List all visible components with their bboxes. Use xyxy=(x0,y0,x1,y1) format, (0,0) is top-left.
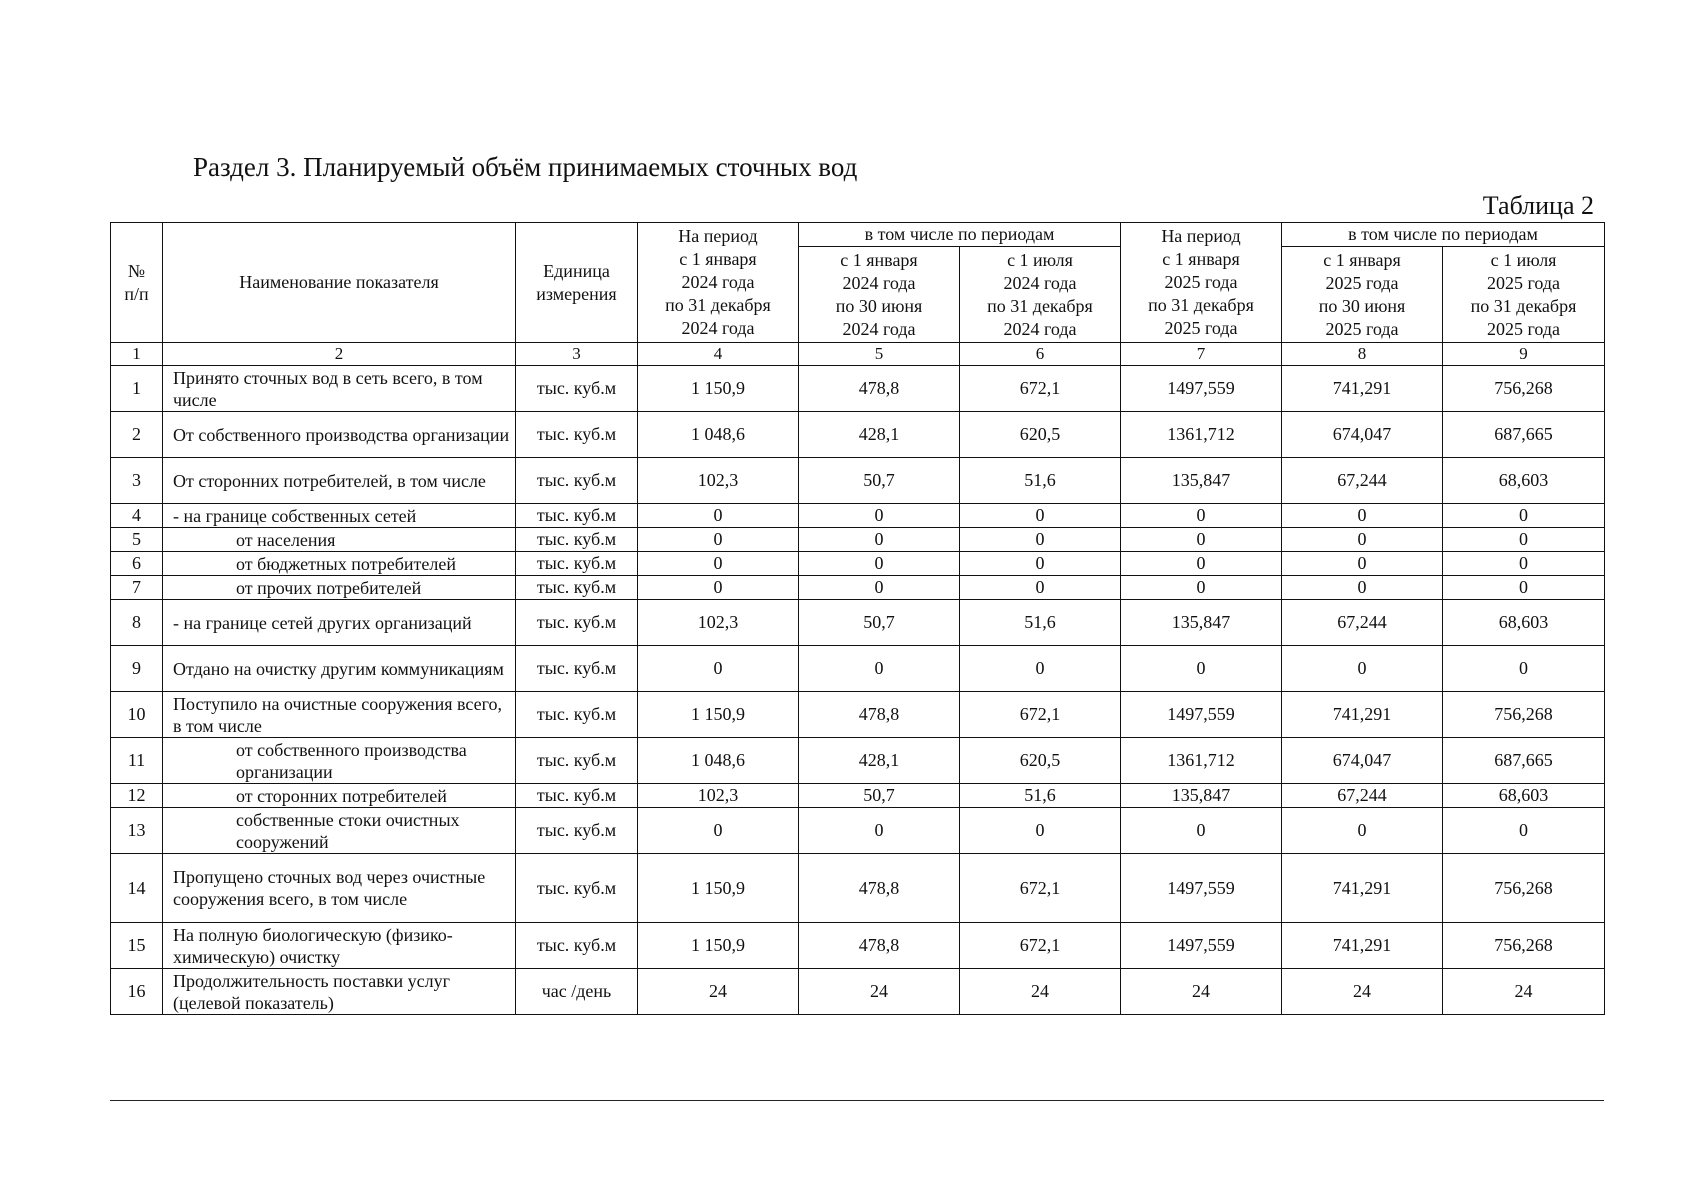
row-unit: тыс. куб.м xyxy=(516,600,638,646)
column-number: 6 xyxy=(960,343,1121,366)
row-unit: тыс. куб.м xyxy=(516,923,638,969)
table-row xyxy=(111,923,1605,969)
row-value: 0 xyxy=(960,576,1121,600)
row-num: 3 xyxy=(111,458,163,504)
row-name: На полную биологическую (физико-химическую) очистку xyxy=(163,923,516,969)
row-value: 741,291 xyxy=(1282,854,1443,923)
row-num: 8 xyxy=(111,600,163,646)
row-value: 0 xyxy=(638,646,799,692)
row-value: 0 xyxy=(799,504,960,528)
column-number: 5 xyxy=(799,343,960,366)
row-num: 11 xyxy=(111,738,163,784)
row-value: 67,244 xyxy=(1282,784,1443,808)
row-value: 0 xyxy=(638,504,799,528)
row-value: 135,847 xyxy=(1121,784,1282,808)
header-num xyxy=(111,223,163,343)
row-value: 428,1 xyxy=(799,412,960,458)
row-unit: тыс. куб.м xyxy=(516,576,638,600)
header-period-2024 xyxy=(638,223,799,343)
row-value: 0 xyxy=(1121,576,1282,600)
row-value: 1361,712 xyxy=(1121,412,1282,458)
row-value: 0 xyxy=(1443,576,1605,600)
row-name: от сторонних потребителей xyxy=(163,784,516,808)
row-name: от прочих потребителей xyxy=(163,576,516,600)
header-unit xyxy=(516,223,638,343)
table-row xyxy=(111,784,1605,808)
row-value: 0 xyxy=(799,646,960,692)
row-unit: тыс. куб.м xyxy=(516,412,638,458)
row-value: 67,244 xyxy=(1282,458,1443,504)
row-num: 2 xyxy=(111,412,163,458)
header-name xyxy=(163,223,516,343)
row-value: 1497,559 xyxy=(1121,366,1282,412)
row-value: 24 xyxy=(1121,969,1282,1015)
header-row-1 xyxy=(111,223,1605,247)
row-name: собственные стоки очистных сооружений xyxy=(163,808,516,854)
row-value: 102,3 xyxy=(638,458,799,504)
row-unit: тыс. куб.м xyxy=(516,784,638,808)
row-value: 0 xyxy=(1121,504,1282,528)
row-value: 741,291 xyxy=(1282,923,1443,969)
row-value: 741,291 xyxy=(1282,692,1443,738)
header-period-2024-text: На период с 1 января 2024 года по 31 декабря 2024 года xyxy=(665,226,771,338)
row-value: 50,7 xyxy=(799,600,960,646)
row-value: 51,6 xyxy=(960,458,1121,504)
row-value: 24 xyxy=(960,969,1121,1015)
row-value: 1497,559 xyxy=(1121,854,1282,923)
header-h2-2025-text: с 1 июля 2025 года по 31 декабря 2025 года xyxy=(1470,249,1577,339)
row-unit: тыс. куб.м xyxy=(516,646,638,692)
row-num: 1 xyxy=(111,366,163,412)
column-numbers-row xyxy=(111,343,1605,366)
row-value: 0 xyxy=(960,504,1121,528)
row-value: 1 150,9 xyxy=(638,923,799,969)
table-row xyxy=(111,646,1605,692)
row-value: 68,603 xyxy=(1443,784,1605,808)
row-value: 1 150,9 xyxy=(638,366,799,412)
table-row xyxy=(111,692,1605,738)
row-name: Принято сточных вод в сеть всего, в том числе xyxy=(163,366,516,412)
row-value: 51,6 xyxy=(960,784,1121,808)
row-value: 0 xyxy=(1121,808,1282,854)
table-row xyxy=(111,576,1605,600)
row-value: 1361,712 xyxy=(1121,738,1282,784)
row-unit: тыс. куб.м xyxy=(516,504,638,528)
table-row xyxy=(111,458,1605,504)
row-value: 756,268 xyxy=(1443,692,1605,738)
row-value: 135,847 xyxy=(1121,458,1282,504)
row-value: 68,603 xyxy=(1443,458,1605,504)
table-row xyxy=(111,504,1605,528)
header-h1-2024-text: с 1 января 2024 года по 30 июня 2024 года xyxy=(835,249,923,339)
row-num: 9 xyxy=(111,646,163,692)
table-row xyxy=(111,808,1605,854)
row-value: 0 xyxy=(799,576,960,600)
row-value: 0 xyxy=(1282,528,1443,552)
row-value: 0 xyxy=(1282,504,1443,528)
row-name: Поступило на очистные сооружения всего, в том числе xyxy=(163,692,516,738)
row-value: 0 xyxy=(1443,552,1605,576)
header-h2-2024-text: с 1 июля 2024 года по 31 декабря 2024 года xyxy=(987,249,1093,339)
header-subgroup-2024-text: в том числе по периодам xyxy=(864,224,1055,244)
row-value: 1497,559 xyxy=(1121,923,1282,969)
header-name-text: Наименование показателя xyxy=(239,272,439,292)
row-value: 1497,559 xyxy=(1121,692,1282,738)
column-number: 8 xyxy=(1282,343,1443,366)
row-value: 620,5 xyxy=(960,738,1121,784)
row-value: 51,6 xyxy=(960,600,1121,646)
row-value: 135,847 xyxy=(1121,600,1282,646)
row-value: 0 xyxy=(1443,646,1605,692)
row-value: 672,1 xyxy=(960,366,1121,412)
row-unit: тыс. куб.м xyxy=(516,528,638,552)
row-name: - на границе собственных сетей xyxy=(163,504,516,528)
row-name: - на границе сетей других организаций xyxy=(163,600,516,646)
header-num-text: № п/п xyxy=(124,260,149,304)
table-row xyxy=(111,600,1605,646)
row-value: 67,244 xyxy=(1282,600,1443,646)
row-name: от бюджетных потребителей xyxy=(163,552,516,576)
row-value: 478,8 xyxy=(799,923,960,969)
row-num: 7 xyxy=(111,576,163,600)
row-num: 4 xyxy=(111,504,163,528)
row-value: 24 xyxy=(638,969,799,1015)
column-number: 9 xyxy=(1443,343,1605,366)
header-subgroup-2025 xyxy=(1282,223,1605,247)
row-name: Продолжительность поставки услуг (целевой показатель) xyxy=(163,969,516,1015)
row-value: 478,8 xyxy=(799,854,960,923)
row-value: 756,268 xyxy=(1443,366,1605,412)
row-value: 0 xyxy=(1282,808,1443,854)
row-value: 0 xyxy=(1121,646,1282,692)
row-value: 672,1 xyxy=(960,923,1121,969)
row-value: 68,603 xyxy=(1443,600,1605,646)
row-value: 0 xyxy=(960,808,1121,854)
header-h1-2025-text: с 1 января 2025 года по 30 июня 2025 года xyxy=(1318,249,1406,339)
row-value: 0 xyxy=(799,552,960,576)
table-row xyxy=(111,552,1605,576)
row-unit: тыс. куб.м xyxy=(516,854,638,923)
row-name: от собственного производства организации xyxy=(163,738,516,784)
header-h1-2024 xyxy=(799,247,960,343)
column-number: 3 xyxy=(516,343,638,366)
table-row xyxy=(111,738,1605,784)
row-value: 428,1 xyxy=(799,738,960,784)
row-unit: тыс. куб.м xyxy=(516,808,638,854)
table-row xyxy=(111,854,1605,923)
header-h2-2024 xyxy=(960,247,1121,343)
row-name: Отдано на очистку другим коммуникациям xyxy=(163,646,516,692)
row-value: 478,8 xyxy=(799,366,960,412)
row-value: 0 xyxy=(1443,528,1605,552)
row-value: 0 xyxy=(638,528,799,552)
row-value: 0 xyxy=(960,528,1121,552)
row-num: 13 xyxy=(111,808,163,854)
row-value: 24 xyxy=(799,969,960,1015)
row-unit: тыс. куб.м xyxy=(516,458,638,504)
column-number: 1 xyxy=(111,343,163,366)
row-value: 0 xyxy=(1443,504,1605,528)
header-h1-2025 xyxy=(1282,247,1443,343)
header-unit-text: Единица измерения xyxy=(536,260,617,304)
row-value: 687,665 xyxy=(1443,412,1605,458)
header-period-2025-text: На период с 1 января 2025 года по 31 декабря 2025 года xyxy=(1148,226,1254,338)
table-row xyxy=(111,412,1605,458)
row-num: 12 xyxy=(111,784,163,808)
row-name: От собственного производства организации xyxy=(163,412,516,458)
row-value: 1 048,6 xyxy=(638,412,799,458)
row-value: 50,7 xyxy=(799,458,960,504)
row-value: 478,8 xyxy=(799,692,960,738)
column-number: 4 xyxy=(638,343,799,366)
header-period-2025 xyxy=(1121,223,1282,343)
row-value: 0 xyxy=(638,576,799,600)
row-value: 620,5 xyxy=(960,412,1121,458)
row-value: 0 xyxy=(799,528,960,552)
row-value: 1 048,6 xyxy=(638,738,799,784)
row-value: 674,047 xyxy=(1282,738,1443,784)
column-number: 7 xyxy=(1121,343,1282,366)
row-unit: тыс. куб.м xyxy=(516,366,638,412)
row-value: 674,047 xyxy=(1282,412,1443,458)
table-row xyxy=(111,969,1605,1015)
row-value: 672,1 xyxy=(960,854,1121,923)
row-value: 0 xyxy=(638,808,799,854)
row-num: 14 xyxy=(111,854,163,923)
row-value: 0 xyxy=(1443,808,1605,854)
row-num: 15 xyxy=(111,923,163,969)
row-value: 0 xyxy=(1282,646,1443,692)
row-unit: тыс. куб.м xyxy=(516,692,638,738)
row-value: 756,268 xyxy=(1443,854,1605,923)
row-unit: тыс. куб.м xyxy=(516,552,638,576)
section-title: Раздел 3. Планируемый объём принимаемых сточных вод xyxy=(193,152,858,182)
row-value: 0 xyxy=(1282,552,1443,576)
row-value: 102,3 xyxy=(638,600,799,646)
table-row xyxy=(111,366,1605,412)
row-value: 756,268 xyxy=(1443,923,1605,969)
row-num: 6 xyxy=(111,552,163,576)
row-num: 10 xyxy=(111,692,163,738)
row-name: Пропущено сточных вод через очистные сооружения всего, в том числе xyxy=(163,854,516,923)
row-value: 0 xyxy=(960,646,1121,692)
row-value: 0 xyxy=(638,552,799,576)
row-value: 672,1 xyxy=(960,692,1121,738)
header-subgroup-2025-text: в том числе по периодам xyxy=(1348,224,1538,244)
row-name: от населения xyxy=(163,528,516,552)
header-subgroup-2024 xyxy=(799,223,1121,247)
footer-divider xyxy=(110,1100,1604,1101)
header-h2-2025 xyxy=(1443,247,1605,343)
row-value: 24 xyxy=(1282,969,1443,1015)
row-value: 0 xyxy=(1121,528,1282,552)
row-unit: тыс. куб.м xyxy=(516,738,638,784)
wastewater-table xyxy=(110,222,1605,1015)
row-name: От сторонних потребителей, в том числе xyxy=(163,458,516,504)
row-value: 0 xyxy=(1121,552,1282,576)
table-label: Таблица 2 xyxy=(1482,191,1594,220)
row-num: 16 xyxy=(111,969,163,1015)
row-value: 1 150,9 xyxy=(638,692,799,738)
table-row xyxy=(111,528,1605,552)
row-num: 5 xyxy=(111,528,163,552)
row-value: 24 xyxy=(1443,969,1605,1015)
row-value: 687,665 xyxy=(1443,738,1605,784)
row-value: 102,3 xyxy=(638,784,799,808)
row-value: 0 xyxy=(1282,576,1443,600)
row-value: 1 150,9 xyxy=(638,854,799,923)
row-value: 0 xyxy=(960,552,1121,576)
row-unit: час /день xyxy=(516,969,638,1015)
column-number: 2 xyxy=(163,343,516,366)
row-value: 741,291 xyxy=(1282,366,1443,412)
row-value: 0 xyxy=(799,808,960,854)
row-value: 50,7 xyxy=(799,784,960,808)
